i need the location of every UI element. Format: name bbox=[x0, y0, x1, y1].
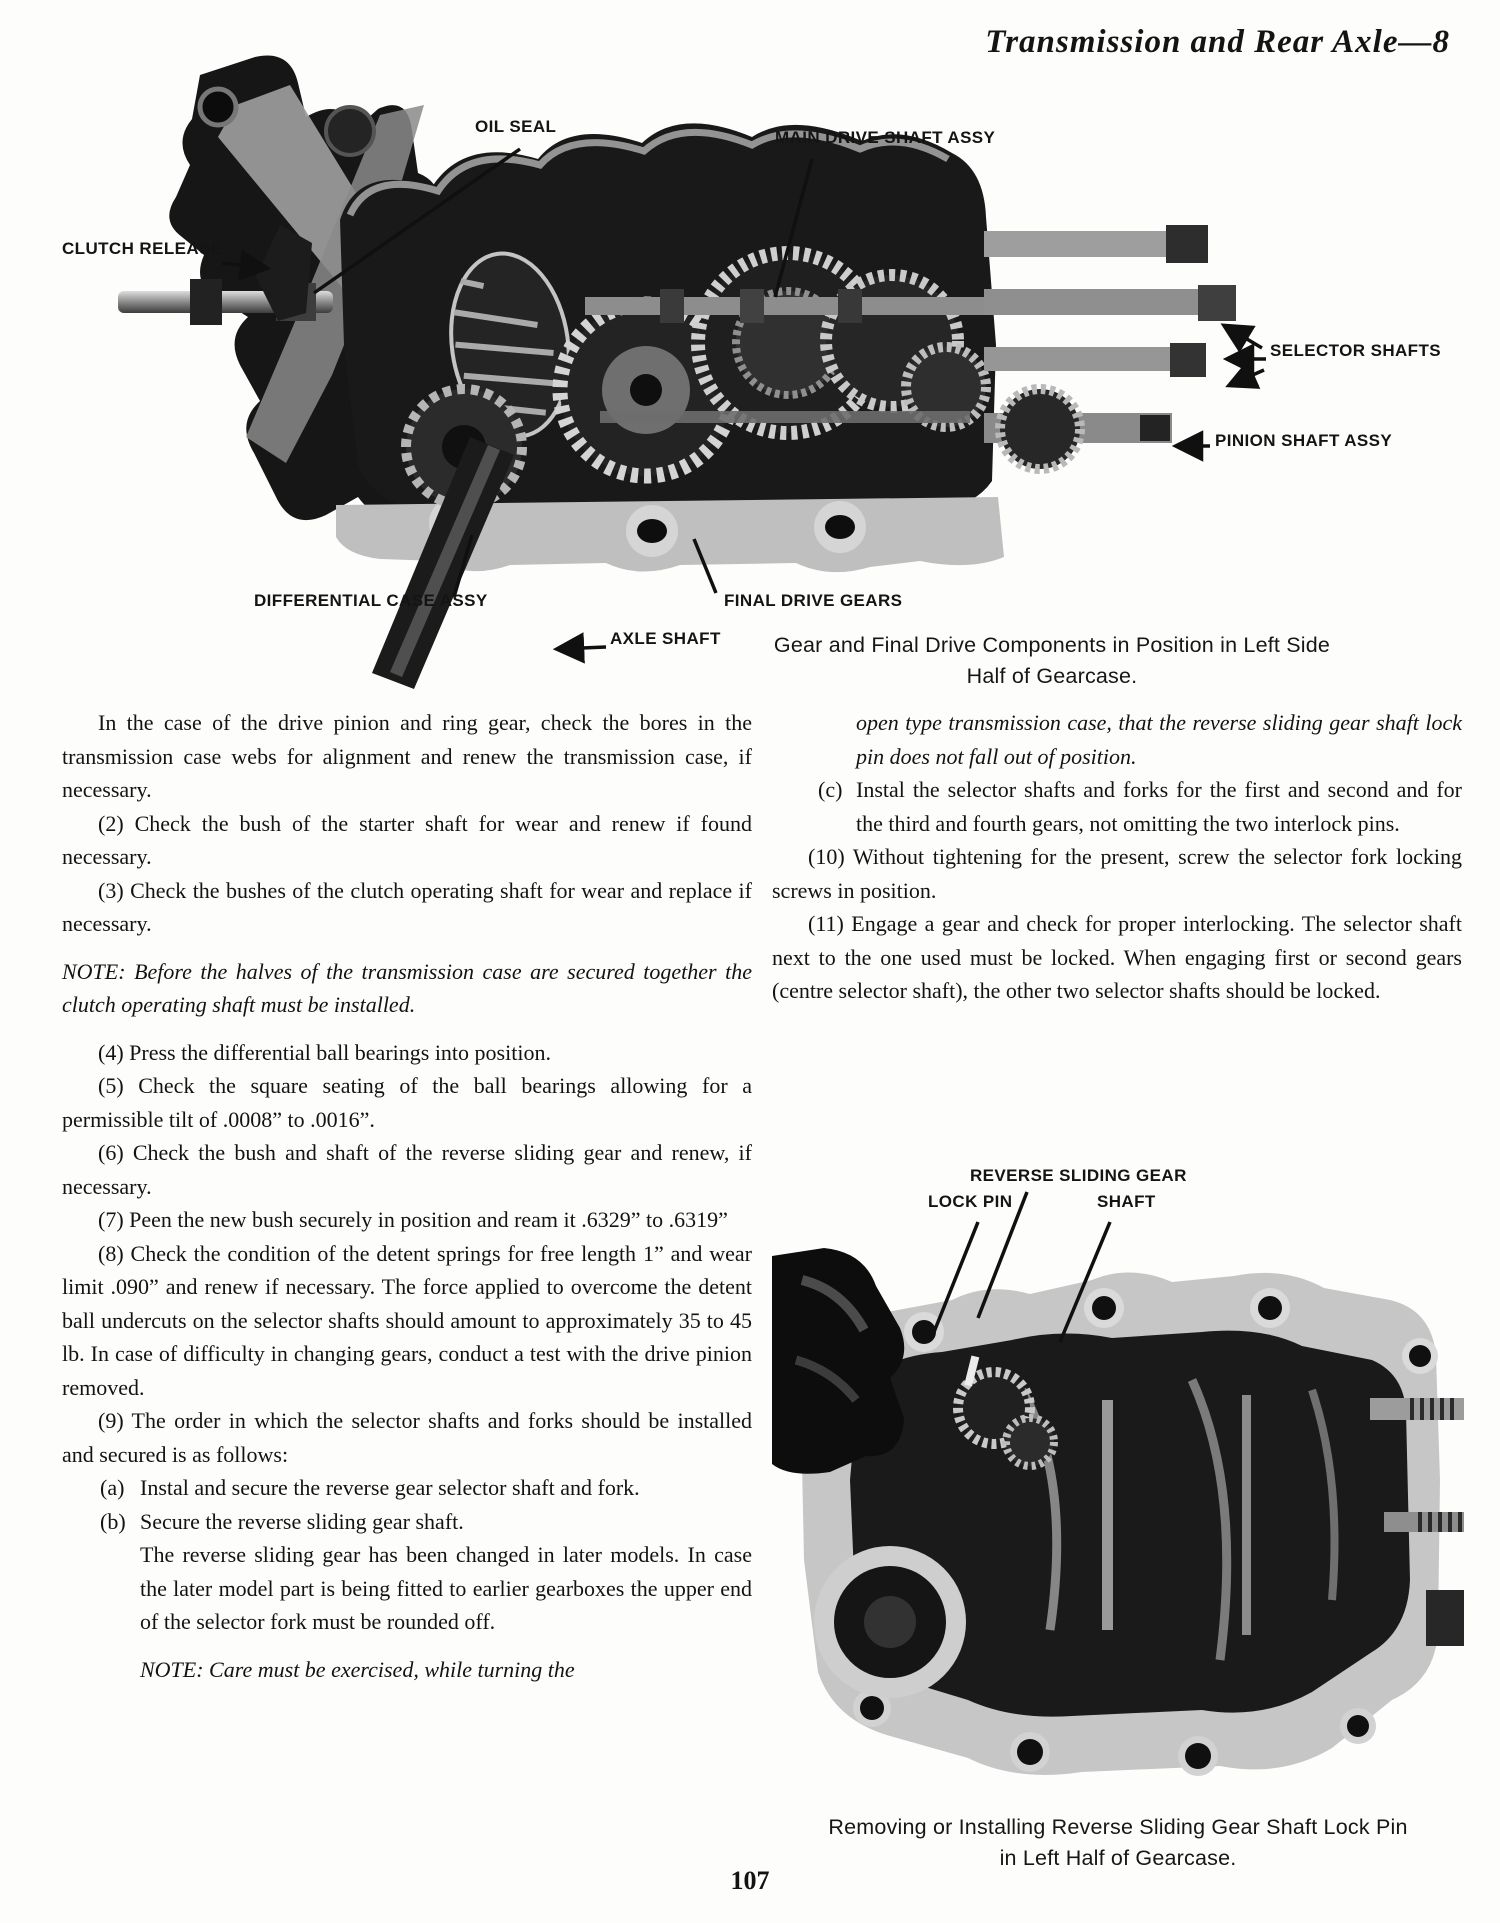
gearcase-photo bbox=[772, 1160, 1464, 1810]
paragraph-item-6: (6) Check the bush and shaft of the reverse sliding gear and renew, if necessary. bbox=[62, 1140, 752, 1199]
paragraph-item-9: (9) The order in which the selector shafts and forks should be installed and secured is as follows: bbox=[62, 1408, 752, 1467]
right-column bbox=[772, 706, 1462, 1008]
note-transmission-case: NOTE: Before the halves of the transmission case are secured together the clutch operating shaft must be installed. bbox=[62, 958, 752, 1017]
caption-line-2: in Left Half of Gearcase. bbox=[999, 1846, 1237, 1870]
label-lock-pin: LOCK PIN bbox=[928, 1192, 1013, 1211]
list-item-b-label: (b) bbox=[100, 1508, 126, 1534]
paragraph-item-7: (7) Peen the new bush securely in position and ream it .6329” to .6319” bbox=[98, 1207, 728, 1232]
paragraph-item-4: (4) Press the differential ball bearings into position. bbox=[98, 1039, 551, 1065]
label-differential-case: DIFFERENTIAL CASE ASSY bbox=[254, 591, 488, 610]
figure-gearbox-cutaway bbox=[40, 45, 1460, 705]
list-item-b-continuation: The reverse sliding gear has been changed in later models. In case the later model part is being fitted to earlier gearboxes the upper end of the selector fork must be rounded off. bbox=[140, 1542, 752, 1634]
label-oil-seal: OIL SEAL bbox=[475, 117, 557, 136]
label-pinion-shaft: PINION SHAFT ASSY bbox=[1215, 431, 1393, 450]
list-item-a bbox=[62, 1471, 752, 1505]
list-item-c-text: Instal the selector shafts and forks for the first and second and for the third and fourth gears, not omitting the two interlock pins. bbox=[856, 777, 1462, 836]
label-selector-shafts: SELECTOR SHAFTS bbox=[1270, 341, 1441, 360]
figure-top-caption bbox=[640, 630, 1464, 692]
list-item-b bbox=[62, 1505, 752, 1539]
caption-line-2: Half of Gearcase. bbox=[966, 664, 1138, 688]
left-column bbox=[62, 706, 752, 1686]
label-axle-shaft: AXLE SHAFT bbox=[610, 629, 721, 648]
list-item-b-text: Secure the reverse sliding gear shaft. bbox=[140, 1508, 464, 1534]
paragraph-item-2: (2) Check the bush of the starter shaft for wear and renew if found necessary. bbox=[62, 810, 752, 869]
paragraph-item-5: (5) Check the square seating of the ball bearings allowing for a permissible tilt of .0008” to .0016”. bbox=[62, 1073, 752, 1132]
paragraph-item-8: (8) Check the condition of the detent springs for free length 1” and wear limit .090” and renew if necessary. The force applied to overcome the detent ball undercuts on the selector shafts should amount to approximately 35 to 45 lb. In case of difficulty in changing gears, conduct a test with the drive pinion removed. bbox=[62, 1240, 752, 1400]
paragraph-item-3: (3) Check the bushes of the clutch operating shaft for wear and replace if necessary. bbox=[62, 877, 752, 936]
label-reverse-sliding-gear: REVERSE SLIDING GEAR bbox=[970, 1166, 1187, 1185]
list-item-a-text: Instal and secure the reverse gear selector shaft and fork. bbox=[140, 1475, 640, 1500]
label-main-drive-shaft: MAIN DRIVE SHAFT ASSY bbox=[775, 128, 996, 147]
note-care-exercised-continuation: open type transmission case, that the reverse sliding gear shaft lock pin does not fall out of position. bbox=[856, 710, 1462, 769]
caption-line-1: Removing or Installing Reverse Sliding Gear Shaft Lock Pin bbox=[828, 1815, 1408, 1839]
note-care-exercised: NOTE: Care must be exercised, while turning the bbox=[140, 1656, 575, 1682]
label-shaft: SHAFT bbox=[1097, 1192, 1156, 1211]
paragraph-item-10: (10) Without tightening for the present, screw the selector fork locking screws in position. bbox=[772, 844, 1462, 903]
list-item-c-label: (c) bbox=[818, 777, 843, 802]
label-final-drive-gears: FINAL DRIVE GEARS bbox=[724, 591, 903, 610]
list-item-a-label: (a) bbox=[100, 1475, 125, 1500]
page-header-title: Transmission and Rear Axle—8 bbox=[985, 24, 1450, 60]
figure-bottom-caption bbox=[772, 1812, 1464, 1874]
paragraph-intro: In the case of the drive pinion and ring gear, check the bores in the transmission case webs for alignment and renew the transmission case, if necessary. bbox=[62, 710, 752, 802]
list-item-c bbox=[772, 773, 1462, 840]
figure-gearcase-half bbox=[772, 1160, 1464, 1810]
caption-line-1: Gear and Final Drive Components in Position in Left Side bbox=[773, 633, 1331, 657]
page-number: 107 bbox=[730, 1866, 770, 1895]
label-clutch-release: CLUTCH RELEASE bbox=[62, 239, 223, 258]
paragraph-item-11: (11) Engage a gear and check for proper interlocking. The selector shaft next to the one used must be locked. When engaging first or second gears (centre selector shaft), the other two selector shafts should be locked. bbox=[772, 911, 1462, 1003]
